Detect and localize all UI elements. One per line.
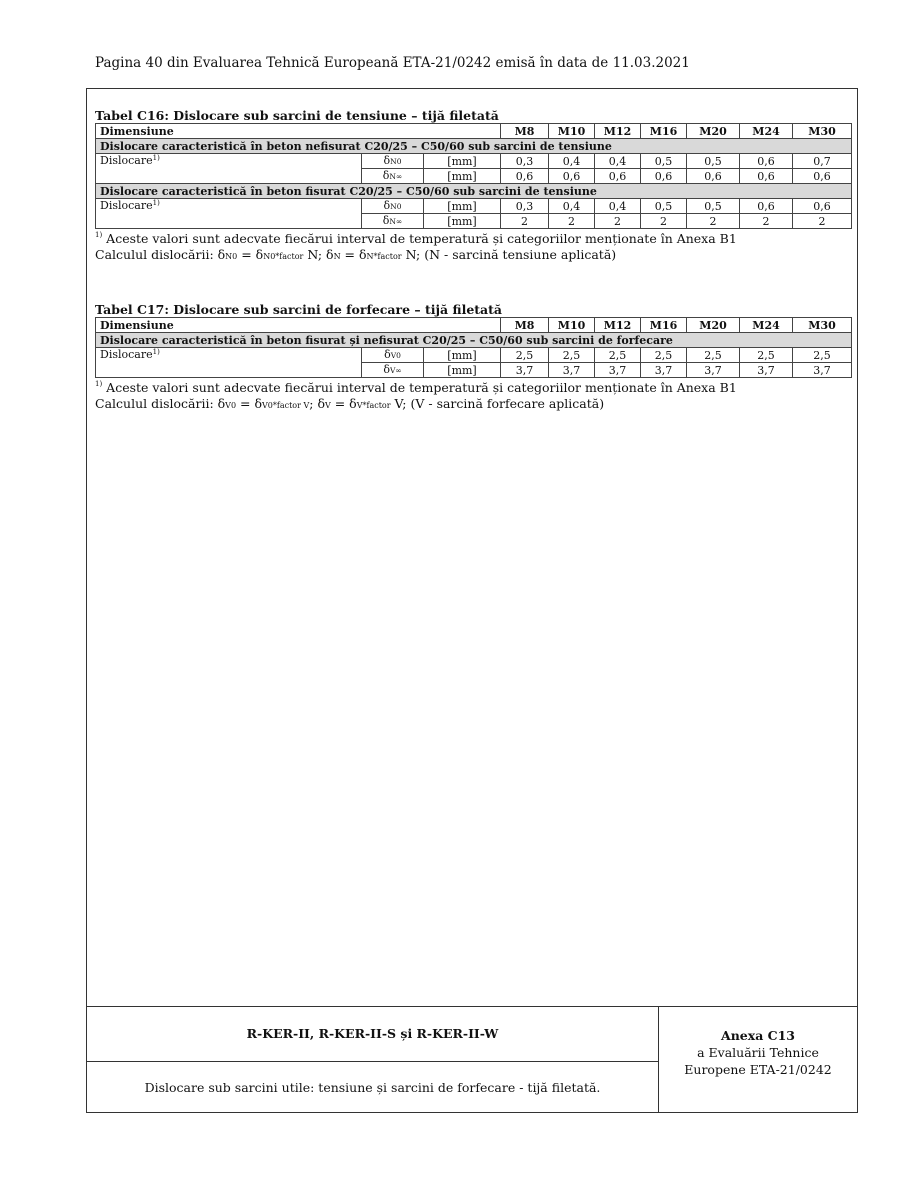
group-title: Dislocare caracteristică în beton nefisurat C20/25 – C50/60 sub sarcini de tensiune [96, 139, 852, 154]
size-header: M30 [793, 318, 852, 333]
row-label: Dislocare$^{1)}$ [96, 199, 362, 229]
cell-value: 0,6 [595, 169, 641, 184]
cell-value: 0,4 [549, 154, 595, 169]
row-label: Dislocare$^{1)}$ [96, 154, 362, 184]
table-row [96, 154, 852, 169]
cell-value: 0,5 [687, 199, 740, 214]
document-footer [87, 1006, 857, 1113]
cell-value: 0,6 [740, 169, 793, 184]
cell-value: 0,3 [501, 154, 549, 169]
cell-value: 0,5 [641, 154, 687, 169]
cell-value: 2,5 [501, 348, 549, 363]
annex-line: Europene ETA-21/0242 [684, 1062, 832, 1077]
table-c17-footnote: $^{1)}$ Aceste valori sunt adecvate fiecărui interval de temperatură și categoriilor menționate în Anexa B1 [95, 380, 737, 395]
cell-value: 0,6 [549, 169, 595, 184]
size-header: M20 [687, 124, 740, 139]
row-symbol: δV∞ [362, 363, 424, 378]
table-c16-caption: Tabel C16: Dislocare sub sarcini de tensiune – tijă filetată [95, 108, 499, 123]
cell-value: 3,7 [793, 363, 852, 378]
group-title-row [96, 139, 852, 154]
size-header: M30 [793, 124, 852, 139]
group-title: Dislocare caracteristică în beton fisurat și nefisurat C20/25 – C50/60 sub sarcini de forfecare [96, 333, 852, 348]
cell-value: 2,5 [740, 348, 793, 363]
table-c16-footnote: $^{1)}$ Aceste valori sunt adecvate fiecărui interval de temperatură și categoriilor menționate în Anexa B1 [95, 231, 737, 246]
group-title-row [96, 333, 852, 348]
cell-value: 0,6 [740, 154, 793, 169]
cell-value: 0,5 [641, 199, 687, 214]
annex-title: Anexa C13 [721, 1028, 795, 1043]
table-c16-section [95, 108, 851, 265]
size-header: M24 [740, 124, 793, 139]
row-unit: [mm] [424, 199, 501, 214]
cell-value: 2,5 [641, 348, 687, 363]
cell-value: 0,6 [740, 199, 793, 214]
row-unit: [mm] [424, 154, 501, 169]
table-c16 [95, 123, 852, 229]
row-symbol: δV0 [362, 348, 424, 363]
table-c16-calculation: Calculul dislocării: δN0 = δN0*factor N; δN = δN*factor N; (N - sarcină tensiune aplicată) [95, 247, 617, 262]
cell-value: 2,5 [549, 348, 595, 363]
size-header: M24 [740, 318, 793, 333]
table-c17-caption: Tabel C17: Dislocare sub sarcini de forfecare – tijă filetată [95, 302, 503, 317]
cell-value: 2 [501, 214, 549, 229]
table-c16-header-row [96, 124, 852, 139]
footer-annex [659, 1007, 857, 1113]
cell-value: 0,6 [501, 169, 549, 184]
dimension-header: Dimensiune [96, 124, 501, 139]
cell-value: 0,6 [687, 169, 740, 184]
cell-value: 0,6 [793, 199, 852, 214]
table-row [96, 199, 852, 214]
cell-value: 0,6 [641, 169, 687, 184]
size-header: M16 [641, 124, 687, 139]
cell-value: 2 [595, 214, 641, 229]
cell-value: 0,4 [595, 199, 641, 214]
size-header: M12 [595, 124, 641, 139]
cell-value: 3,7 [549, 363, 595, 378]
cell-value: 0,3 [501, 199, 549, 214]
cell-value: 2,5 [793, 348, 852, 363]
row-symbol: δN0 [362, 154, 424, 169]
cell-value: 2 [793, 214, 852, 229]
row-symbol: δN∞ [362, 214, 424, 229]
table-c17-header-row [96, 318, 852, 333]
row-unit: [mm] [424, 169, 501, 184]
size-header: M8 [501, 124, 549, 139]
cell-value: 2,5 [595, 348, 641, 363]
size-header: M10 [549, 124, 595, 139]
cell-value: 2 [641, 214, 687, 229]
row-label: Dislocare$^{1)}$ [96, 348, 362, 378]
size-header: M12 [595, 318, 641, 333]
cell-value: 0,6 [793, 169, 852, 184]
size-header: M20 [687, 318, 740, 333]
cell-value: 3,7 [687, 363, 740, 378]
table-c17-section [95, 302, 851, 414]
size-header: M8 [501, 318, 549, 333]
cell-value: 3,7 [740, 363, 793, 378]
size-header: M10 [549, 318, 595, 333]
cell-value: 0,4 [595, 154, 641, 169]
group-title: Dislocare caracteristică în beton fisurat C20/25 – C50/60 sub sarcini de tensiune [96, 184, 852, 199]
cell-value: 3,7 [501, 363, 549, 378]
cell-value: 0,7 [793, 154, 852, 169]
cell-value: 2 [549, 214, 595, 229]
page-header: Pagina 40 din Evaluarea Tehnică Europeană ETA-21/0242 emisă în data de 11.03.2021 [95, 55, 690, 71]
row-symbol: δN∞ [362, 169, 424, 184]
dimension-header: Dimensiune [96, 318, 501, 333]
cell-value: 2 [687, 214, 740, 229]
cell-value: 0,4 [549, 199, 595, 214]
document-frame [86, 88, 858, 1113]
row-unit: [mm] [424, 363, 501, 378]
group-title-row [96, 184, 852, 199]
annex-line: a Evaluării Tehnice [697, 1045, 819, 1060]
cell-value: 0,5 [687, 154, 740, 169]
cell-value: 2 [740, 214, 793, 229]
cell-value: 3,7 [595, 363, 641, 378]
row-symbol: δN0 [362, 199, 424, 214]
table-c17 [95, 317, 852, 378]
size-header: M16 [641, 318, 687, 333]
row-unit: [mm] [424, 348, 501, 363]
table-row [96, 348, 852, 363]
footer-product: R-KER-II, R-KER-II-S și R-KER-II-W [87, 1007, 658, 1062]
table-c17-calculation: Calculul dislocării: δV0 = δV0*factor V; δV = δV*factor V; (V - sarcină forfecare aplicată) [95, 396, 605, 411]
cell-value: 3,7 [641, 363, 687, 378]
footer-description: Dislocare sub sarcini utile: tensiune și sarcini de forfecare - tijă filetată. [144, 1080, 601, 1095]
cell-value: 2,5 [687, 348, 740, 363]
footer-left [87, 1007, 659, 1113]
row-unit: [mm] [424, 214, 501, 229]
